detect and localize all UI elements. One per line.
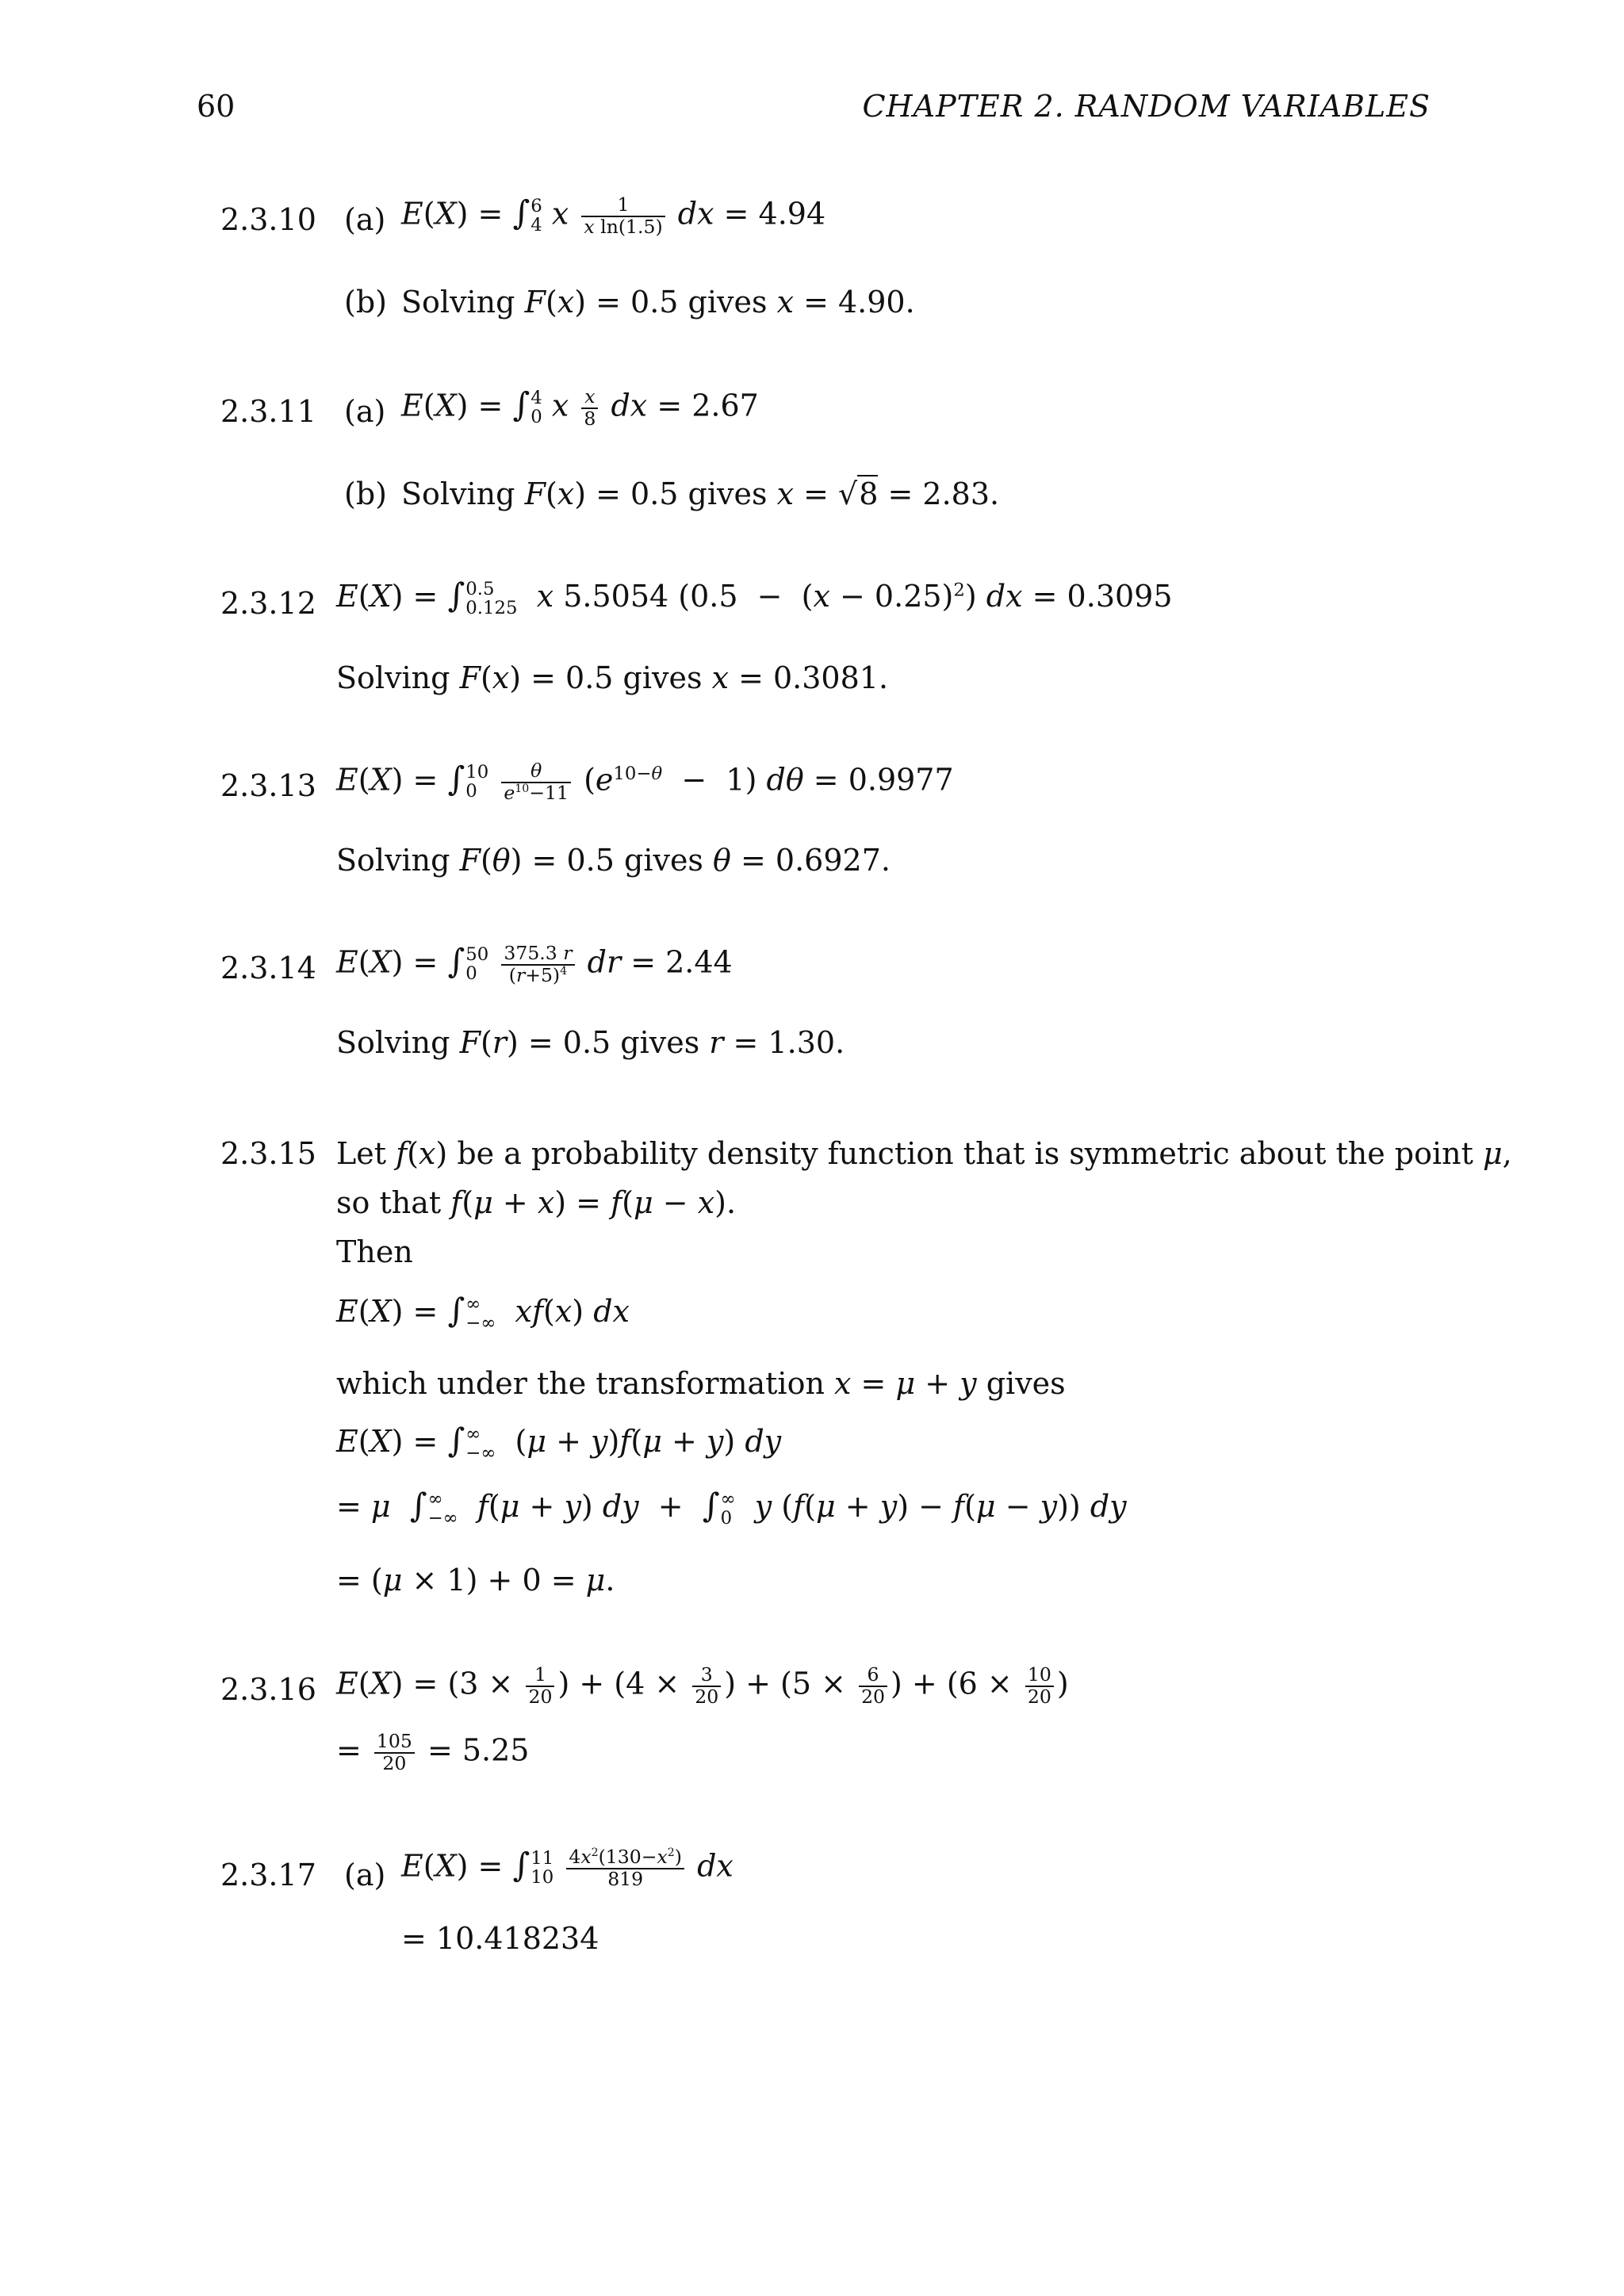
equation: E(X) = ∫ 10 0 $\frac{\theta}{e^{10}-11}$ $(e^{10-\theta} - 1) d\theta = 0.9977$ <box>336 759 954 804</box>
equation: E(X) = ∫ 50 0 $\frac{375.3 r}{(r+5)^4}$ dr = 2.44 <box>336 941 733 986</box>
problem-number: 2.3.14 <box>220 951 316 985</box>
equation: Solving F(θ) = 0.5 gives θ = 0.6927. <box>336 843 891 878</box>
problem-number: 2.3.12 <box>220 586 316 621</box>
chapter-title: CHAPTER 2. RANDOM VARIABLES <box>862 89 1431 124</box>
problem-number: 2.3.15 <box>220 1136 316 1171</box>
equation: = μ ∫ ∞ −∞ f(μ + y) dy + ∫ ∞ 0 y (f(μ + y) − f(μ − y)) dy <box>336 1486 1127 1529</box>
equation: = 10.418234 <box>401 1921 599 1956</box>
equation: E(X) = (3 × $\frac{1}{20}$ ) + (4 × $\frac{3}{20}$ ) + (5 × $\frac{6}{20}$ ) + (6 × $\frac{10}{20}$ ) <box>336 1663 1069 1708</box>
part-label: (a) <box>344 202 386 237</box>
equation: E(X) = ∫ ∞ −∞ xf(x) dx <box>336 1291 630 1334</box>
text-line: Let f(x) be a probability density function that is symmetric about the point μ, <box>336 1136 1512 1171</box>
problem-number: 2.3.17 <box>220 1858 316 1892</box>
equation: E(X) = ∫ 4 0 x $\frac{x}{8}$ dx = 2.67 <box>401 385 759 430</box>
text-line: so that f(μ + x) = f(μ − x). <box>336 1185 737 1220</box>
part-label: (a) <box>344 1858 386 1892</box>
part-label: (a) <box>344 394 386 429</box>
equation: Solving F(r) = 0.5 gives r = 1.30. <box>336 1025 845 1060</box>
page-number: 60 <box>197 89 236 124</box>
equation: Solving F(x) = 0.5 gives x = √8 = 2.83. <box>401 476 1000 511</box>
equation: E(X) = ∫ 0.5 0.125 x 5.5054 $(0.5 - (x - 0.25)^2)$ dx = 0.3095 <box>336 576 1173 618</box>
text-line: which under the transformation x = μ + y gives <box>336 1366 1066 1401</box>
equation: = (μ × 1) + 0 = μ. <box>336 1563 615 1598</box>
equation: E(X) = ∫ ∞ −∞ (μ + y)f(μ + y) dy <box>336 1421 782 1464</box>
equation: E(X) = ∫ 11 10 $\frac{4x^2(130-x^2)}{819}$ dx <box>401 1845 733 1890</box>
equation: Solving F(x) = 0.5 gives x = 4.90. <box>401 285 915 320</box>
equation: E(X) = ∫ 6 4 x $\frac{1}{\text{x ln(1.5)}}$ dx = 4.94 <box>401 193 826 238</box>
problem-number: 2.3.16 <box>220 1672 316 1707</box>
part-label: (b) <box>344 476 387 511</box>
problem-number: 2.3.11 <box>220 394 316 429</box>
equation: Solving F(x) = 0.5 gives x = 0.3081. <box>336 660 889 695</box>
problem-number: 2.3.10 <box>220 202 316 237</box>
text-line: Then <box>336 1234 413 1269</box>
part-label: (b) <box>344 285 387 320</box>
page-header <box>197 89 1431 136</box>
problem-number: 2.3.13 <box>220 768 316 803</box>
equation: = $\frac{105}{20}$ = 5.25 <box>336 1730 530 1774</box>
